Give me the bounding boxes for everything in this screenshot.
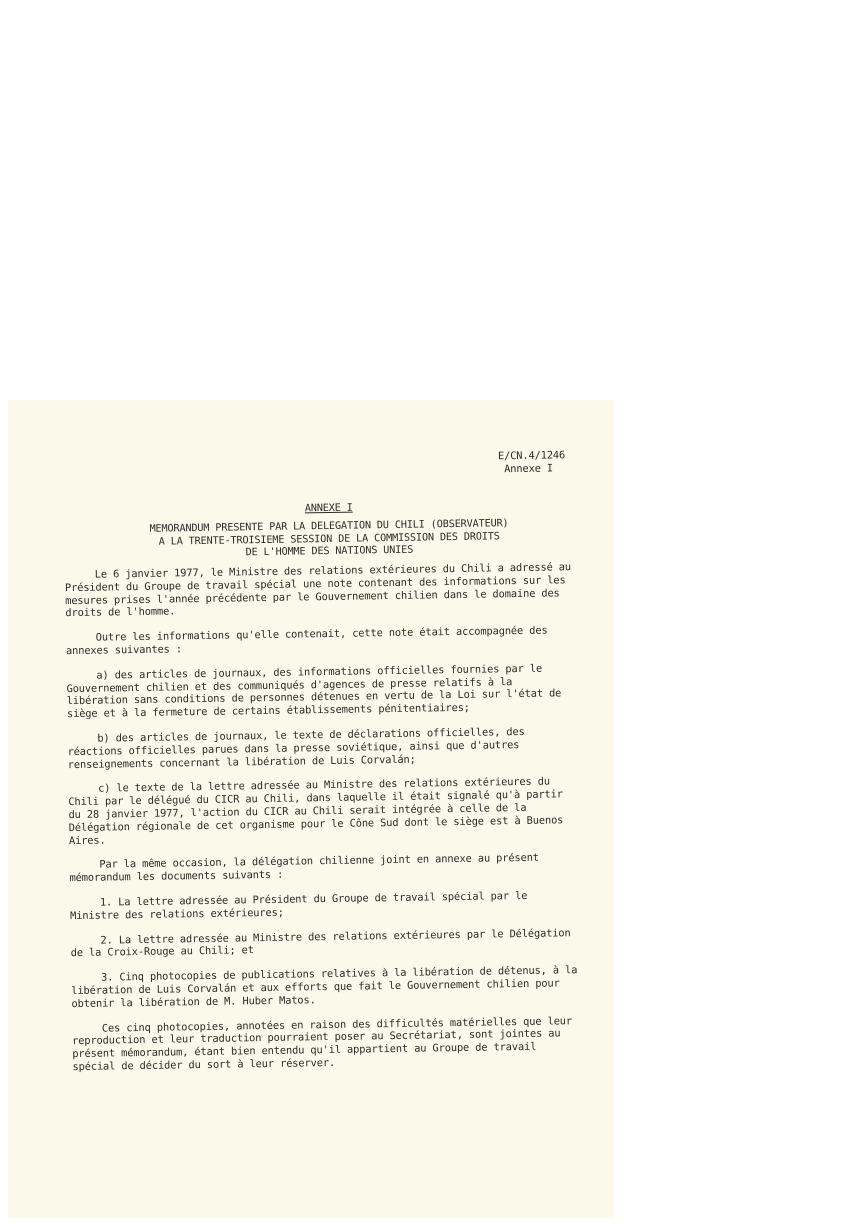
paragraph-intro: Le 6 janvier 1977, le Ministre des relations extérieures du Chili a adressé au Président du Groupe de travail spécial une note contenant des informations sur les mesures prises l'année précédente par le Gouvernement chilien dans le domaine des droits de l'homme.: [64, 561, 572, 620]
paragraph-item-2: 2. La lettre adressée au Ministre des relations extérieures par le Délégation de la Croix-Rouge au Chili; et: [70, 926, 571, 960]
paragraph-annexes: Outre les informations qu'elle contenait, cette note était accompagnée des annexes suivantes :: [65, 624, 548, 658]
paragraph-photocopies: Ces cinq photocopies, annotées en raison des difficultés matérielles que leur reproduction et leur traduction pourraient poser au Secrétariat, sont jointes au présent mémorandum, étant bien entendu qu'il appartient au Groupe de travail spécial de décider du sort à leur réserver.: [71, 1014, 573, 1073]
paragraph-item-c: c) le texte de la lettre adressée au Ministre des relations extérieures du Chili par le délégué du CICR au Chili, dans laquelle il était signalé qu'à partir du 28 janvier 1977, l'action du CICR au Chili serait intégrée à celle de la Délégation régionale de cet organisme pour le Cône Sud dont le siège est à Buenos Aires.: [68, 775, 564, 847]
memo-title-line-1: MEMORANDUM PRESENTE PAR LA DELEGATION DU CHILI (OBSERVATEUR): [149, 518, 509, 536]
annex-title: ANNEXE I: [304, 502, 353, 515]
document-symbol-block: [498, 449, 608, 477]
memo-title-line-3: DE L'HOMME DES NATIONS UNIES: [245, 544, 414, 559]
memo-text: [65, 561, 581, 1086]
document-heading: [134, 500, 525, 562]
paragraph-item-b: b) des articles de journaux, le texte de déclarations officielles, des réactions officielles parues dans la presse soviétique, ainsi que d'autres renseignements concernant la libération de Luis Corvalán;: [67, 725, 525, 771]
paragraph-occasion: Par la même occasion, la délégation chilienne joint en annexe au présent mémorandum les documents suivants :: [69, 852, 539, 885]
paragraph-item-a: a) des articles de journaux, des informations officielles fournies par le Gouvernement chilien et des communiqués d'agences de presse relatifs à la libération sans conditions de personnes détenues en vertu de la Loi sur l'état de siège et à la fermeture de certains établissements pénitentiaires;: [66, 662, 562, 721]
annex-reference: Annexe I: [504, 462, 554, 476]
paragraph-item-3: 3. Cinq photocopies de publications relatives à la libération de détenus, à la libération de Luis Corvalán et aux efforts que fait le Gouvernement chilien pour obtenir la libération de M. Huber Matos.: [71, 964, 578, 1010]
paragraph-item-1: 1. La lettre adressée au Président du Groupe de travail spécial par le Ministre des relations extérieures;: [70, 889, 528, 922]
document-body: [8, 390, 627, 1217]
document-symbol: E/CN.4/1246: [497, 449, 566, 463]
memo-title-line-2: A LA TRENTE-TROISIEME SESSION DE LA COMMISSION DES DROITS: [158, 531, 500, 548]
scanned-page: [8, 400, 614, 1218]
